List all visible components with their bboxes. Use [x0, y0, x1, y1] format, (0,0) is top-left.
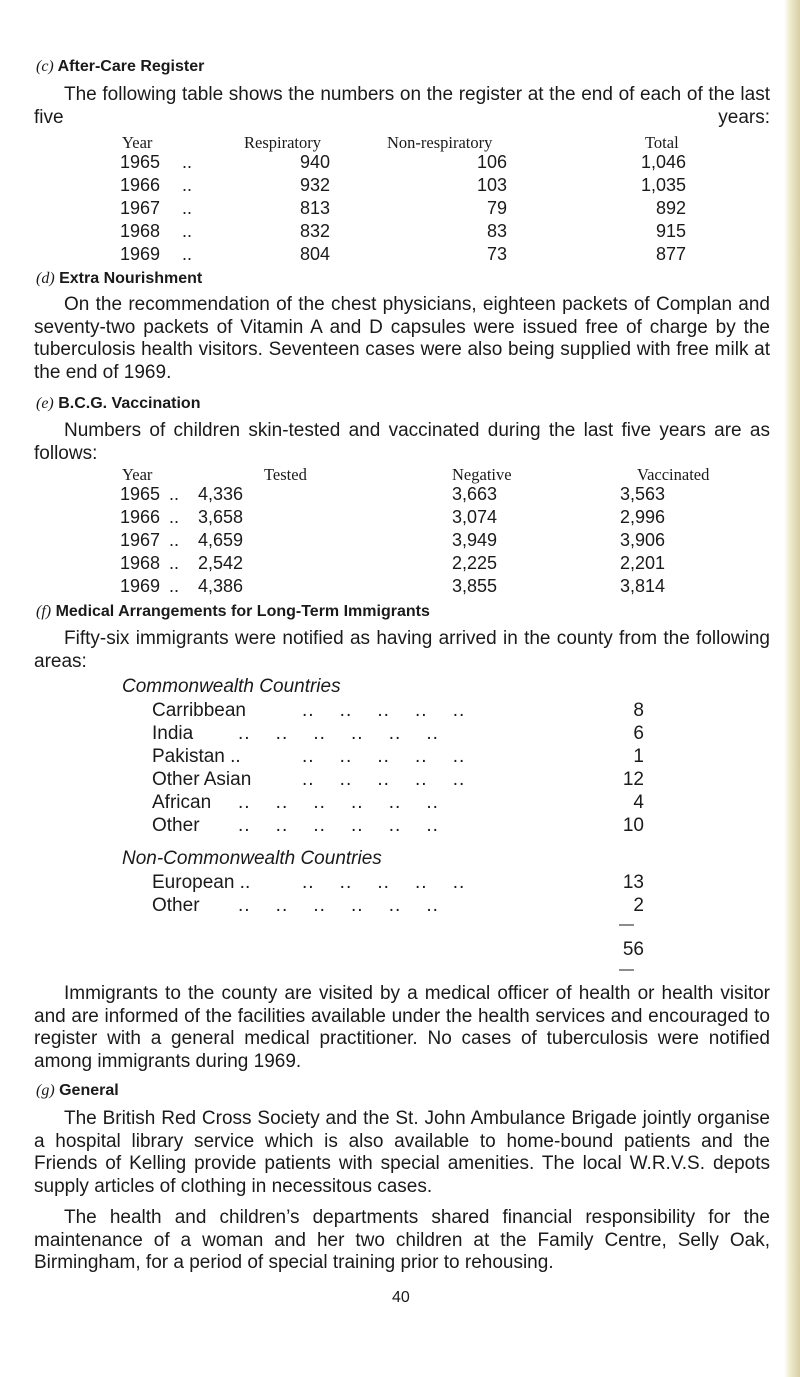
list-value: 2 — [633, 895, 644, 916]
leader-dots: .. .. .. .. .. — [302, 769, 466, 790]
leader-dots: .. .. .. .. .. — [302, 872, 466, 893]
bcg-col-negative: Negative — [452, 465, 512, 484]
after-care-col-total: Total — [645, 133, 679, 152]
general-paragraph-2: The health and children’s departments shared financial responsibility for the maintenance of a woman and her two children at the Family Centre, Selly Oak, Birmingham, for a period of special training prior to rehousing. — [34, 1207, 770, 1273]
general-paragraph-1: The British Red Cross Society and the St. John Ambulance Brigade jointly organise a hospital library service which is also available to home-bound patients and the Friends of Kelling provide patients with special amenities. The local W.R.V.S. depots supply articles of clothing in necessitous cases. — [34, 1108, 770, 1197]
list-value: 6 — [633, 723, 644, 744]
page-number: 40 — [392, 1289, 410, 1306]
list-item: African — [152, 792, 212, 813]
total-rule-bottom: — — [619, 961, 634, 978]
commonwealth-title: Commonwealth Countries — [122, 676, 341, 697]
list-item: India — [152, 723, 194, 744]
bcg-col-tested: Tested — [264, 465, 307, 484]
page-edge-shadow — [784, 0, 800, 1377]
list-item: Pakistan .. — [152, 746, 241, 767]
immigrants-followup: Immigrants to the county are visited by a medical officer of health or health visitor and are informed of the facilities available under the health services and encouraged to register with a general medical practitioner. No cases of tuberculosis were notified among immigrants during 1969. — [34, 983, 770, 1072]
list-value: 1 — [633, 746, 644, 767]
list-item: Other — [152, 895, 200, 916]
leader-dots: .. .. .. .. .. — [302, 700, 466, 721]
list-value: 8 — [633, 700, 644, 721]
list-item: Other Asian — [152, 769, 252, 790]
bcg-col-vaccinated: Vaccinated — [637, 465, 710, 484]
list-item: European .. — [152, 872, 251, 893]
immigrants-total: 56 — [622, 939, 644, 960]
heading-extra-nourishment: (d) Extra Nourishment — [36, 270, 203, 287]
leader-dots: .. .. .. .. .. .. — [238, 815, 439, 836]
list-item: Other — [152, 815, 200, 836]
leader-dots: .. .. .. .. .. — [302, 746, 466, 767]
list-item: Carribbean — [152, 700, 246, 721]
bcg-intro: Numbers of children skin-tested and vaccinated during the last five years are as follows: — [34, 420, 770, 464]
leader-dots: .. .. .. .. .. .. — [238, 723, 439, 744]
immigrants-intro: Fifty-six immigrants were notified as having arrived in the county from the following areas: — [34, 628, 770, 672]
after-care-col-year: Year — [122, 133, 153, 152]
heading-immigrants: (f) Medical Arrangements for Long-Term Immigrants — [36, 603, 430, 620]
list-value: 4 — [633, 792, 644, 813]
after-care-intro: The following table shows the numbers on the register at the end of each of the last five years: — [34, 84, 770, 128]
list-value: 13 — [622, 872, 644, 893]
heading-bcg-vaccination: (e) B.C.G. Vaccination — [36, 395, 201, 412]
bcg-col-year: Year — [122, 465, 153, 484]
after-care-col-respiratory: Respiratory — [244, 133, 321, 152]
total-rule-top: — — [619, 916, 634, 933]
after-care-col-non-respiratory: Non-respiratory — [387, 133, 493, 152]
leader-dots: .. .. .. .. .. .. — [238, 792, 439, 813]
list-value: 10 — [622, 815, 644, 836]
non-commonwealth-title: Non-Commonwealth Countries — [122, 848, 382, 869]
heading-general: (g) General — [36, 1082, 119, 1099]
list-value: 12 — [622, 769, 644, 790]
leader-dots: .. .. .. .. .. .. — [238, 895, 439, 916]
extra-nourishment-text: On the recommendation of the chest physicians, eighteen packets of Complan and seventy-two packets of Vitamin A and D capsules were issued free of charge by the tuberculosis health visitors. Seventeen cases were also being supplied with free milk at the end of 1969. — [34, 294, 770, 383]
heading-after-care: (c) After-Care Register — [36, 58, 205, 75]
